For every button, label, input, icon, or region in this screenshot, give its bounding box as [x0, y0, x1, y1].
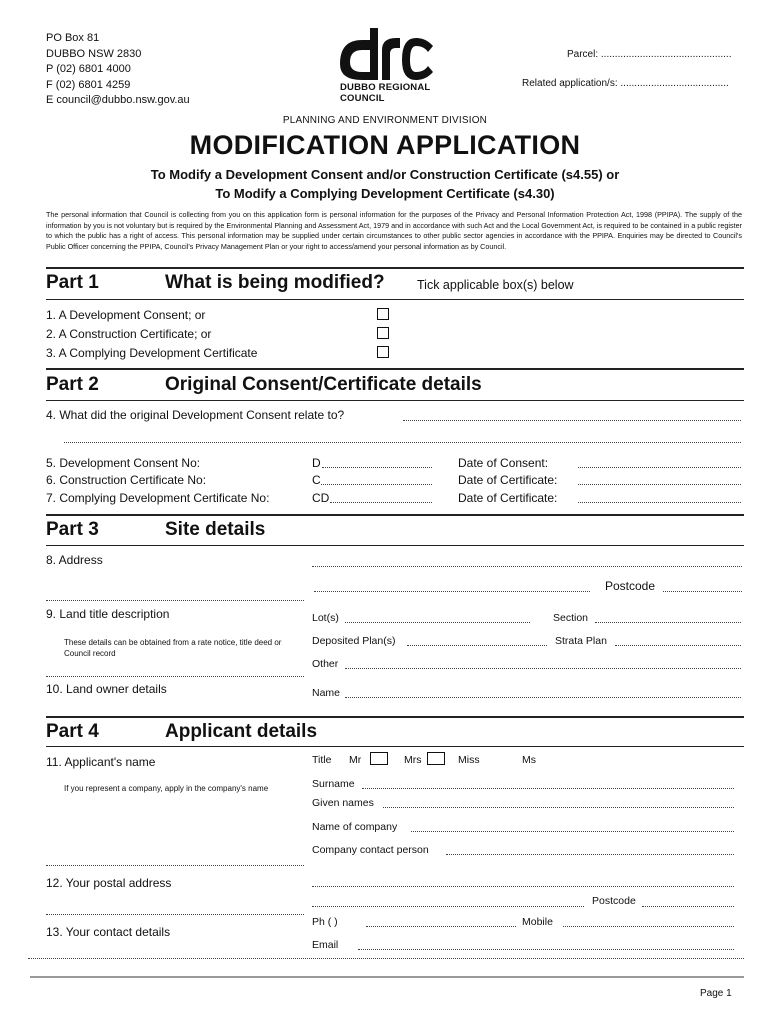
part1-underline	[46, 299, 744, 300]
part3-title: Site details	[165, 519, 266, 540]
part2-title: Original Consent/Certificate details	[165, 374, 482, 395]
q6-prefix: C	[312, 473, 321, 487]
footer-rule	[30, 976, 744, 978]
subtitle-line-2: To Modify a Complying Development Certificate (s4.30)	[215, 186, 555, 201]
part2-underline	[46, 400, 744, 401]
contact-po-box: PO Box 81	[46, 32, 100, 44]
part3-number: Part 3	[46, 519, 99, 540]
company-contact-field[interactable]	[446, 854, 734, 855]
date-of-consent-label: Date of Consent:	[458, 456, 549, 470]
date-of-certificate-field-2[interactable]	[578, 502, 741, 503]
land-owner-name-field[interactable]	[345, 697, 741, 698]
mrs-label: Mrs	[404, 754, 422, 766]
date-of-certificate-field-1[interactable]	[578, 484, 741, 485]
parcel-field[interactable]: Parcel: ...............................................	[567, 49, 732, 60]
miss-label[interactable]: Miss	[458, 754, 480, 766]
q10-label: 10. Land owner details	[46, 682, 167, 696]
q9-note: These details can be obtained from a rate notice, title deed or Council record	[64, 638, 282, 658]
modify-development-consent-label: 1. A Development Consent; or	[46, 308, 206, 322]
logo-text	[340, 83, 430, 104]
phone-field[interactable]	[366, 926, 516, 927]
q5-label: 5. Development Consent No:	[46, 456, 201, 470]
email-label: Email	[312, 939, 339, 951]
q11-note: If you represent a company, apply in the company's name	[64, 784, 269, 793]
company-name-field[interactable]	[411, 831, 734, 832]
part4-underline	[46, 746, 744, 747]
given-names-label: Given names	[312, 797, 374, 809]
part2-number: Part 2	[46, 374, 99, 395]
mrs-checkbox[interactable]	[427, 752, 445, 765]
contact-address: DUBBO NSW 2830	[46, 47, 142, 60]
postal-postcode-field[interactable]	[642, 906, 734, 907]
email-field[interactable]	[358, 949, 734, 950]
q9-separator	[46, 676, 304, 677]
subtitle-line-1: To Modify a Development Consent and/or Construction Certificate (s4.55) or	[150, 167, 620, 182]
page-title: MODIFICATION APPLICATION	[189, 130, 581, 160]
q9-label: 9. Land title description	[46, 607, 170, 621]
part2-rule	[46, 368, 744, 370]
q12-label: 12. Your postal address	[46, 876, 172, 890]
date-of-certificate-label-1: Date of Certificate:	[458, 473, 558, 487]
privacy-notice: The personal information that Council is collecting from you on this application form is personal information for the purposes of the Privacy and Personal Information Protection Act, 1998 (PPIPA). The supply of the information by you is not voluntary but is required by the Environmental Planning and Assessment Act, 1979 and in accordance with such Act and the Local Government Act, is required to be contained in a public register to which the public has a right of access. This personal information may be supplied under certain circumstances to other public sector agencies in accordance with the PPIPA. Enquiries may be directed to Council's Public Officer concerning the PPIPA, Council's Privacy Management Plan or your right to access/amend your personal information as by Council.	[46, 210, 742, 251]
part3-rule	[46, 514, 744, 516]
contact-phone: P (02) 6801 4000	[46, 63, 131, 75]
address-line-1[interactable]	[312, 566, 742, 567]
surname-field[interactable]	[362, 788, 734, 789]
part3-underline	[46, 545, 744, 546]
part1-hint: Tick applicable box(s) below	[417, 278, 574, 292]
given-names-field[interactable]	[383, 807, 734, 808]
mobile-field[interactable]	[563, 926, 734, 927]
date-of-certificate-label-2: Date of Certificate:	[458, 491, 558, 505]
division-heading: PLANNING AND ENVIRONMENT DIVISION	[282, 115, 488, 126]
contact-email: E council@dubbo.nsw.gov.au	[46, 94, 190, 106]
company-contact-label: Company contact person	[312, 844, 429, 856]
ms-label[interactable]: Ms	[522, 754, 536, 766]
q6-label: 6. Construction Certificate No:	[46, 473, 207, 487]
part1-number: Part 1	[46, 272, 99, 293]
q7-label: 7. Complying Development Certificate No:	[46, 491, 270, 505]
modify-construction-certificate-label: 2. A Construction Certificate; or	[46, 327, 212, 341]
postal-postcode-label: Postcode	[592, 895, 636, 907]
complying-certificate-checkbox[interactable]	[377, 346, 389, 358]
deposited-plan-label: Deposited Plan(s)	[312, 635, 396, 647]
construction-certificate-checkbox[interactable]	[377, 327, 389, 339]
contact-fax: F (02) 6801 4259	[46, 78, 131, 91]
q5-prefix: D	[312, 456, 321, 470]
postal-address-line-1[interactable]	[312, 886, 734, 887]
strata-plan-field[interactable]	[615, 645, 741, 646]
development-consent-no-field[interactable]	[322, 467, 432, 468]
section-field[interactable]	[595, 622, 741, 623]
part4-title: Applicant details	[165, 721, 318, 742]
q13-label: 13. Your contact details	[46, 925, 171, 939]
related-applications-field[interactable]: Related application/s: .......................................	[522, 78, 729, 89]
part1-title: What is being modified?	[165, 272, 385, 293]
surname-label: Surname	[312, 778, 355, 790]
modify-complying-certificate-label: 3. A Complying Development Certificate	[46, 346, 258, 360]
construction-certificate-no-field[interactable]	[321, 484, 432, 485]
q7-prefix: CD	[312, 491, 330, 505]
land-owner-name-label: Name	[312, 687, 341, 699]
phone-label: Ph ( )	[312, 916, 338, 928]
other-field[interactable]	[345, 668, 741, 669]
q8-separator	[46, 600, 304, 601]
mr-checkbox[interactable]	[370, 752, 388, 765]
postcode-field[interactable]	[663, 591, 742, 592]
section-label: Section	[553, 612, 589, 624]
logo-line2: COUNCIL	[340, 92, 385, 104]
date-of-consent-field[interactable]	[578, 467, 741, 468]
part4-rule	[46, 716, 744, 718]
q8-label: 8. Address	[46, 553, 103, 567]
page-number: Page 1	[700, 988, 732, 999]
q11-label: 11. Applicant's name	[46, 755, 156, 769]
q4-answer-line-2[interactable]	[64, 442, 741, 443]
council-contact	[46, 31, 190, 109]
q4-label: 4. What did the original Development Consent relate to?	[46, 408, 345, 422]
deposited-plan-field[interactable]	[407, 645, 547, 646]
title-label: Title	[312, 754, 332, 766]
mobile-label: Mobile	[522, 916, 553, 928]
development-consent-checkbox[interactable]	[377, 308, 389, 320]
complying-certificate-no-field[interactable]	[330, 502, 432, 503]
lot-label: Lot(s)	[312, 612, 339, 624]
postal-address-line-2[interactable]	[312, 906, 584, 907]
page-bottom-separator	[28, 958, 744, 959]
address-line-2[interactable]	[314, 591, 590, 592]
logo-line1: DUBBO REGIONAL	[340, 82, 431, 93]
q4-answer-line-1[interactable]	[403, 420, 741, 421]
part1-rule	[46, 267, 744, 269]
other-label: Other	[312, 658, 339, 670]
q11-separator	[46, 865, 304, 866]
lot-field[interactable]	[345, 622, 530, 623]
part4-number: Part 4	[46, 721, 99, 742]
strata-plan-label: Strata Plan	[555, 635, 607, 647]
q12-separator	[46, 914, 304, 915]
company-name-label: Name of company	[312, 821, 398, 833]
postcode-label: Postcode	[605, 579, 656, 593]
mr-label: Mr	[349, 754, 362, 766]
